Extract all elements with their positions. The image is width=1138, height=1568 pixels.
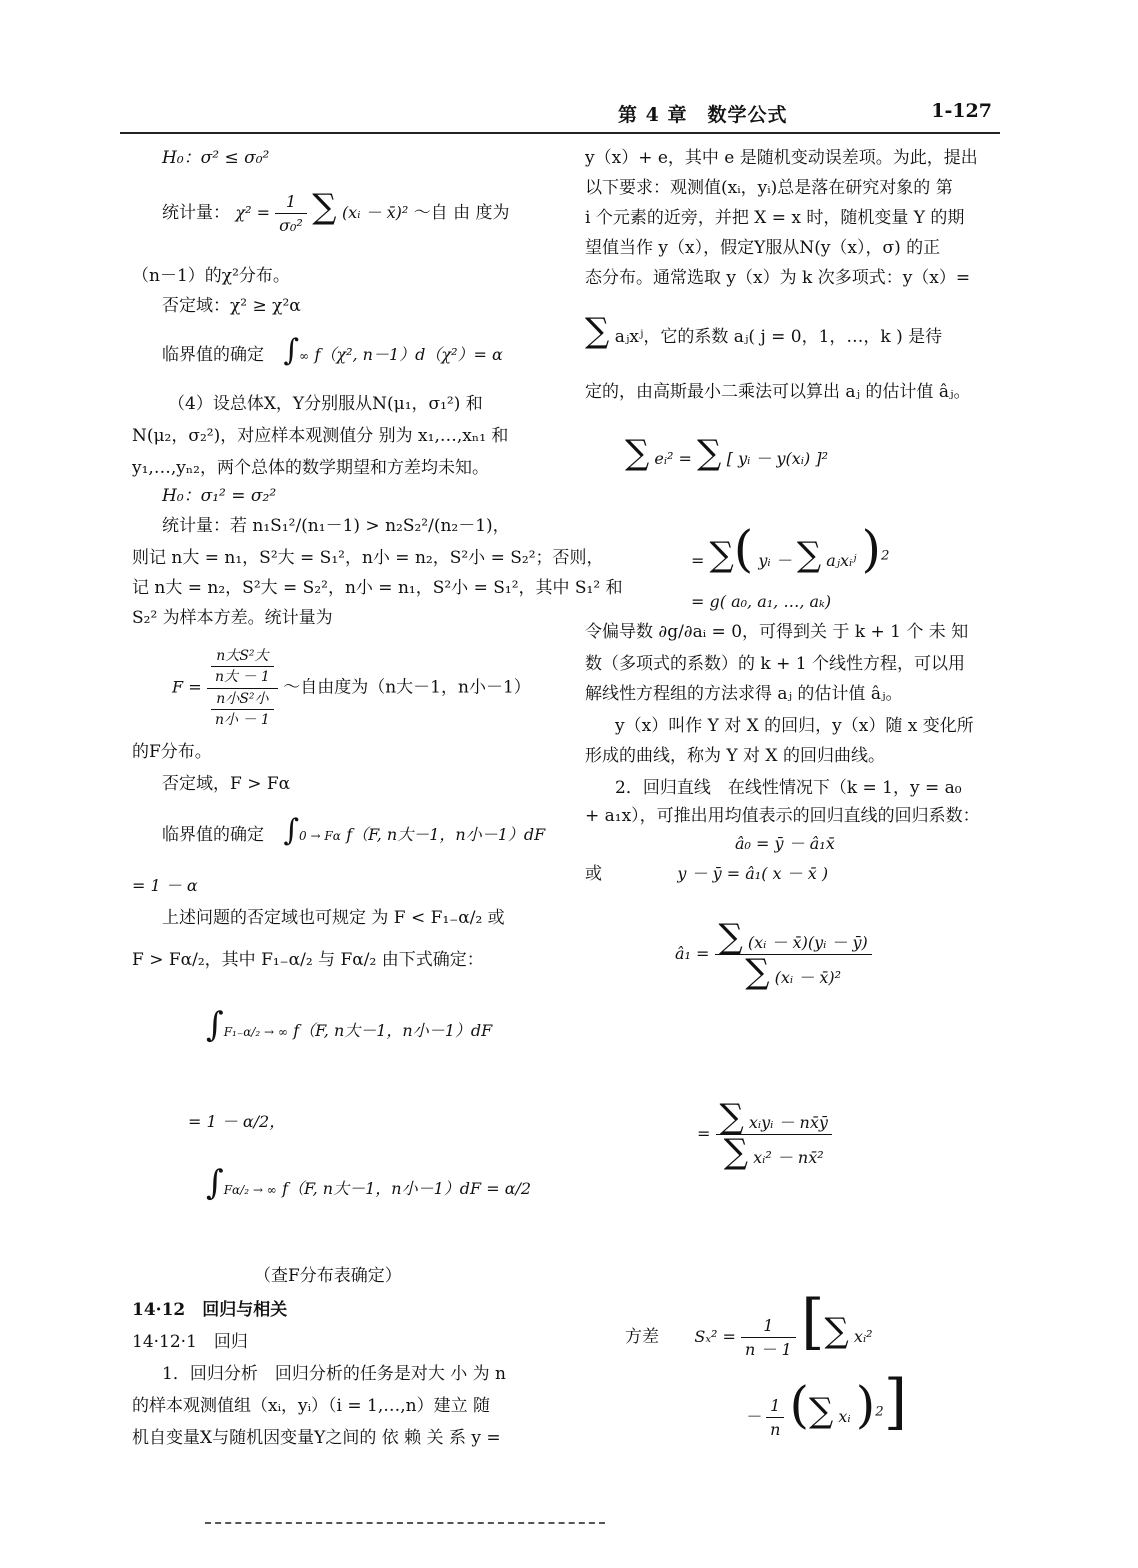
regression-line-line1: 2．回归直线 在线性情况下（k = 1，y = a₀ xyxy=(615,778,962,798)
a1-alt-formula: = $\frac{\text{∑ xᵢyᵢ － nx̄ȳ}}{\text{∑ xᵢ² － nx̄²}}$ xyxy=(697,1100,832,1169)
regression-line-line2: + a₁x），可推出用均值表示的回归直线的回归系数： xyxy=(585,806,980,826)
variance-formula-cont: － $\frac{1}{n}$ (∑ xᵢ )$^2$] xyxy=(745,1367,908,1439)
expanded-residual-formula: = ∑( yᵢ － ∑ aⱼxᵢʲ )$^2$ xyxy=(691,520,890,578)
chi2-distribution-text: （n－1）的χ²分布。 xyxy=(132,266,290,286)
regression-def-line1: y（x）叫作 Y 对 X 的回归，y（x）随 x 变化所 xyxy=(615,716,974,736)
polynomial-text: aⱼxʲ，它的系数 aⱼ( j = 0，1，…，k ) 是待 xyxy=(614,327,943,347)
f-statistic-line4: S₂² 为样本方差。统计量为 xyxy=(132,608,333,628)
rejection-region-f: 否定域，F > Fα xyxy=(162,774,291,794)
f-distribution-text: 的F分布。 xyxy=(132,742,212,762)
right-line1: y（x）+ e，其中 e 是随机变动误差项。为此，提出 xyxy=(585,148,978,168)
variance-formula: 方差 Sₓ² = $\frac{1}{n - 1}$ [∑ xᵢ² xyxy=(625,1287,873,1359)
section-heading-14-12: 14·12 回归与相关 xyxy=(132,1300,288,1320)
integral-lower: ∫F₁₋α/₂ → ∞ f（F, n大－1，n小－1）dF xyxy=(206,1005,493,1045)
integral-upper-expr: f（F, n大－1，n小－1）dF = α/2 xyxy=(282,1179,532,1198)
lookup-note: （查F分布表确定） xyxy=(254,1266,402,1286)
g-function: = g( a₀, a₁, …, aₖ) xyxy=(691,592,832,611)
partial-derivative-line1: 令偏导数 ∂g/∂aᵢ = 0，可得到关 于 k + 1 个 未 知 xyxy=(585,622,969,642)
statistic-chi2-line: 统计量： χ² = $\frac{1}{\text{σ₀²}}$ ∑ (xᵢ － x̄)² ～自 由 度为 xyxy=(162,187,510,236)
partial-derivative-line3: 解线性方程组的方法求得 aⱼ 的估计值 âⱼ。 xyxy=(585,684,903,704)
f-statistic-line1: 统计量：若 n₁S₁²/(n₁－1) > n₂S₂²/(n₂－1)， xyxy=(162,516,510,536)
f-statistic-line2: 则记 n大 = n₁，S²大 = S₁²，n小 = n₂，S²小 = S₂²；否则， xyxy=(132,548,604,568)
statistic-tail: ～自 由 度为 xyxy=(413,203,510,224)
regression-def-line2: 形成的曲线，称为 Y 对 X 的回归曲线。 xyxy=(585,746,885,766)
right-line4: 望值当作 y（x），假定Y服从N(y（x），σ) 的正 xyxy=(585,238,941,258)
chapter-title: 第 4 章 数学公式 xyxy=(618,104,788,126)
integral-upper: ∫Fα/₂ → ∞ f（F, n大－1，n小－1）dF = α/2 xyxy=(206,1163,532,1203)
right-line3: i 个元素的近旁，并把 X = x 时，随机变量 Y 的期 xyxy=(585,208,965,228)
or-label: 或 xyxy=(585,864,602,884)
f-statistic-line3: 记 n大 = n₂，S²大 = S₂²，n小 = n₁，S²小 = S₁²，其中 S₁² 和 xyxy=(132,578,623,598)
critical-value-label-f: 临界值的确定 xyxy=(162,825,264,845)
alt-form-expr: y － ȳ = â₁( x － x̄ ) xyxy=(677,864,829,883)
residual-sum-expr: [ yᵢ － y(xᵢ) ]² xyxy=(726,449,829,468)
page-header xyxy=(120,92,1000,132)
bottom-dashed-rule xyxy=(205,1522,605,1524)
alt-form-line xyxy=(585,862,828,887)
hypothesis-h0-var: H₀：σ₁² = σ₂² xyxy=(162,486,277,506)
integral-lower-result: = 1 － α/2， xyxy=(188,1112,286,1131)
alt-rejection-line2: F > Fα/₂，其中 F₁₋α/₂ 与 Fα/₂ 由下式确定： xyxy=(132,950,484,970)
regression-para-line1: 1．回归分析 回归分析的任务是对大 小 为 n xyxy=(162,1364,506,1384)
paragraph-4-line1: （4）设总体X，Y分别服从N(μ₁，σ₁²) 和 xyxy=(168,394,483,414)
f-statistic-formula: F = $\frac{\frac{\text{n大S²大}}{\text{n大 － 1}}}{\frac{\text{n小S²小}}{\text{n小 － 1}}}$ ～自由度为（n大－1，n小－1） xyxy=(172,648,531,728)
f-dof-text: ～自由度为（n大－1，n小－1） xyxy=(283,677,531,698)
regression-para-line3: 机自变量X与随机因变量Y之间的 依 赖 关 系 y = xyxy=(132,1428,501,1448)
integral-lower-expr: f（F, n大－1，n小－1）dF xyxy=(293,1021,493,1040)
header-rule xyxy=(120,132,1000,134)
partial-derivative-line2: 数（多项式的系数）的 k + 1 个线性方程，可以用 xyxy=(585,654,965,674)
paragraph-4-line3: y₁,…,yₙ₂，两个总体的数学期望和方差均未知。 xyxy=(132,458,489,478)
critical-value-f: 临界值的确定 ∫0 → Fα f（F, n大－1，n小－1）dF xyxy=(162,813,546,848)
critical-value-chi2: 临界值的确定 ∫∞ f（χ², n－1）d（χ²）= α xyxy=(162,333,503,368)
subsection-heading-14-12-1: 14·12·1 回归 xyxy=(132,1332,248,1352)
page-number: 1-127 xyxy=(931,100,992,122)
a0-estimate: â₀ = ȳ － â₁x̄ xyxy=(735,834,835,853)
least-squares-line: 定的，由高斯最小二乘法可以算出 aⱼ 的估计值 âⱼ。 xyxy=(585,382,971,402)
variance-label: 方差 xyxy=(625,1327,659,1347)
statistic-label: 统计量： xyxy=(162,203,230,224)
residual-sum-formula: ∑ eᵢ² = ∑ [ yᵢ － y(xᵢ) ]² xyxy=(625,433,829,473)
hypothesis-h0: H₀：σ² ≤ σ₀² xyxy=(162,148,270,168)
polynomial-line: ∑ aⱼxʲ，它的系数 aⱼ( j = 0，1，…，k ) 是待 xyxy=(585,311,943,351)
critical-integral-f: f（F, n大－1，n小－1）dF xyxy=(346,825,546,844)
paragraph-4-line2: N(μ₂，σ₂²)，对应样本观测值分 别为 x₁,…,xₙ₁ 和 xyxy=(132,426,509,446)
a1-estimate-formula: â₁ = $\frac{\text{∑ (xᵢ － x̄)(yᵢ － ȳ)}}{\text{∑ (xᵢ － x̄)²}}$ xyxy=(675,920,872,989)
right-line2: 以下要求：观测值(xᵢ，yᵢ)总是落在研究对象的 第 xyxy=(585,178,953,198)
critical-integral-chi2: f（χ², n－1）d（χ²）= α xyxy=(314,345,503,364)
critical-value-label: 临界值的确定 xyxy=(162,345,264,365)
one-minus-alpha: = 1 － α xyxy=(132,876,198,895)
right-line5: 态分布。通常选取 y（x）为 k 次多项式：y（x）= xyxy=(585,268,971,288)
alt-rejection-line1: 上述问题的否定域也可规定 为 F < F₁₋α/₂ 或 xyxy=(162,908,505,928)
regression-para-line2: 的样本观测值组（xᵢ，yᵢ）（i = 1,…,n）建立 随 xyxy=(132,1396,490,1416)
rejection-region-chi2: 否定域：χ² ≥ χ²α xyxy=(162,296,301,316)
